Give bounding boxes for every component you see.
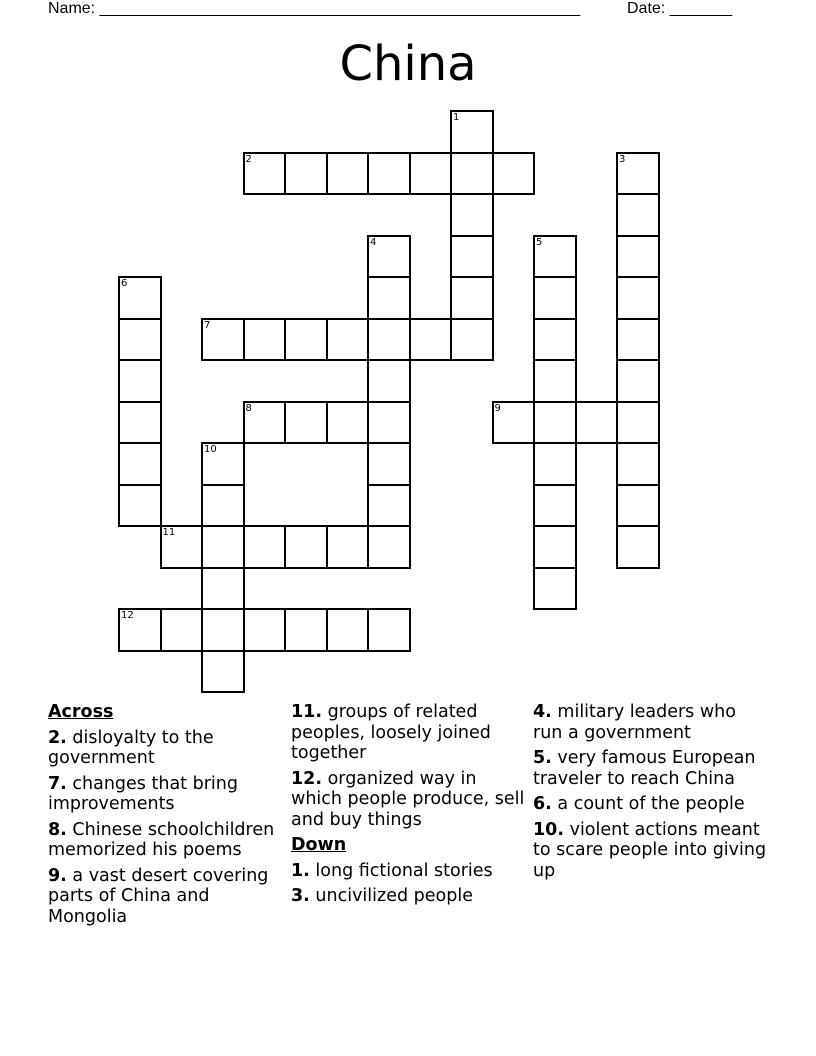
date-field-label: Date: _______ (627, 0, 732, 17)
grid-cell[interactable] (118, 276, 162, 320)
clue-across-9 (48, 866, 282, 928)
grid-cell[interactable] (367, 276, 411, 320)
grid-cell[interactable] (284, 318, 328, 362)
grid-cell[interactable] (243, 152, 287, 196)
grid-cell[interactable] (575, 401, 619, 445)
clue-text: disloyalty to the government (48, 727, 214, 768)
cell-number: 7 (204, 319, 211, 331)
grid-cell[interactable] (533, 442, 577, 486)
clue-text: uncivilized people (315, 886, 473, 906)
grid-cell[interactable] (533, 276, 577, 320)
clue-text: groups of related peoples, loosely joined together (291, 702, 491, 763)
clue-number: 12. (291, 768, 323, 789)
grid-cell[interactable] (533, 401, 577, 445)
grid-cell[interactable] (367, 235, 411, 279)
grid-cell[interactable] (450, 276, 494, 320)
grid-cell[interactable] (118, 608, 162, 652)
grid-cell[interactable] (450, 152, 494, 196)
clue-down-10 (533, 820, 767, 882)
clue-number: 8. (48, 819, 67, 840)
grid-cell[interactable] (243, 318, 287, 362)
clue-number: 9. (48, 865, 67, 886)
grid-cell[interactable] (616, 235, 660, 279)
grid-cell[interactable] (326, 152, 370, 196)
name-field-label: Name: ______________________________________________________ (48, 0, 581, 17)
clue-number: 6. (533, 794, 552, 814)
clue-down-5 (533, 748, 767, 789)
grid-cell[interactable] (616, 525, 660, 569)
page-title: China (339, 36, 477, 92)
grid-cell[interactable] (409, 152, 453, 196)
cell-number: 9 (494, 402, 501, 414)
grid-cell[interactable] (160, 608, 204, 652)
grid-cell[interactable] (243, 401, 287, 445)
cell-number: 10 (204, 444, 217, 455)
grid-cell[interactable] (118, 401, 162, 445)
grid-cell[interactable] (492, 152, 536, 196)
cell-number: 5 (536, 236, 543, 248)
grid-cell[interactable] (243, 608, 287, 652)
grid-cell[interactable] (284, 608, 328, 652)
clue-number: 3. (291, 886, 310, 906)
grid-cell[interactable] (160, 525, 204, 569)
clue-text: long fictional stories (315, 860, 493, 881)
clue-text: changes that bring improvements (48, 773, 238, 814)
grid-cell[interactable] (616, 193, 660, 237)
clue-text: violent actions meant to scare people into giving up (533, 819, 767, 881)
grid-cell[interactable] (201, 567, 245, 611)
clue-number: 2. (48, 727, 67, 748)
grid-cell[interactable] (201, 442, 245, 486)
clue-across-8 (48, 820, 282, 861)
grid-cell[interactable] (367, 484, 411, 528)
clue-number: 10. (533, 819, 565, 840)
grid-cell[interactable] (450, 235, 494, 279)
grid-cell[interactable] (450, 193, 494, 237)
grid-cell[interactable] (492, 401, 536, 445)
grid-cell[interactable] (616, 152, 660, 196)
grid-cell[interactable] (533, 318, 577, 362)
cell-number: 8 (245, 402, 252, 414)
cell-number: 1 (453, 112, 460, 123)
clue-down-4 (533, 702, 767, 743)
clue-number: 1. (291, 860, 310, 881)
grid-cell[interactable] (284, 525, 328, 569)
clue-number: 5. (533, 748, 552, 768)
clue-across-2 (48, 728, 282, 769)
clue-number: 7. (48, 773, 67, 794)
grid-cell[interactable] (284, 152, 328, 196)
grid-cell[interactable] (616, 484, 660, 528)
clues-column-2 (291, 702, 525, 912)
clue-down-3 (291, 886, 525, 907)
clues-column-3 (533, 702, 767, 886)
grid-cell[interactable] (533, 359, 577, 403)
down-heading: Down (291, 835, 347, 855)
clue-down-1 (291, 861, 525, 882)
grid-cell[interactable] (533, 567, 577, 611)
clue-text: military leaders who run a government (533, 702, 736, 743)
grid-cell[interactable] (284, 401, 328, 445)
clues-column-1 (48, 702, 282, 932)
grid-cell[interactable] (118, 318, 162, 362)
clue-down-6 (533, 794, 767, 815)
grid-cell[interactable] (367, 359, 411, 403)
grid-cell[interactable] (201, 318, 245, 362)
grid-cell[interactable] (118, 484, 162, 528)
grid-cell[interactable] (201, 608, 245, 652)
grid-cell[interactable] (326, 525, 370, 569)
clue-text: Chinese schoolchildren memorized his poems (48, 819, 275, 860)
grid-cell[interactable] (409, 318, 453, 362)
clue-text: a vast desert covering parts of China and Mongolia (48, 865, 269, 927)
cell-number: 11 (162, 527, 176, 538)
grid-cell[interactable] (326, 401, 370, 445)
cell-number: 12 (121, 610, 134, 621)
grid-cell[interactable] (616, 318, 660, 362)
cell-number: 6 (121, 278, 128, 289)
across-heading: Across (48, 702, 114, 722)
clue-across-7 (48, 774, 282, 815)
grid-cell[interactable] (533, 525, 577, 569)
grid-cell[interactable] (118, 442, 162, 486)
grid-cell[interactable] (326, 608, 370, 652)
grid-cell[interactable] (450, 110, 494, 154)
grid-cell[interactable] (616, 401, 660, 445)
grid-cell[interactable] (243, 525, 287, 569)
grid-cell[interactable] (367, 318, 411, 362)
grid-cell[interactable] (367, 401, 411, 445)
grid-cell[interactable] (367, 152, 411, 196)
clue-text: a count of the people (557, 794, 745, 814)
grid-cell[interactable] (118, 359, 162, 403)
clue-number: 11. (291, 702, 323, 722)
grid-cell[interactable] (616, 442, 660, 486)
grid-cell[interactable] (616, 359, 660, 403)
clue-number: 4. (533, 702, 552, 722)
grid-cell[interactable] (367, 442, 411, 486)
cell-number: 3 (619, 153, 626, 165)
clue-text: very famous European traveler to reach China (533, 748, 756, 789)
grid-cell[interactable] (616, 276, 660, 320)
cell-number: 2 (245, 153, 252, 165)
grid-cell[interactable] (201, 650, 245, 694)
grid-cell[interactable] (533, 484, 577, 528)
grid-cell[interactable] (450, 318, 494, 362)
clue-text: organized way in which people produce, sell and buy things (291, 768, 525, 830)
clue-across-12 (291, 769, 525, 831)
grid-cell[interactable] (367, 525, 411, 569)
grid-cell[interactable] (326, 318, 370, 362)
clue-across-11 (291, 702, 525, 764)
grid-cell[interactable] (367, 608, 411, 652)
grid-cell[interactable] (533, 235, 577, 279)
grid-cell[interactable] (201, 484, 245, 528)
cell-number: 4 (370, 236, 377, 248)
grid-cell[interactable] (201, 525, 245, 569)
